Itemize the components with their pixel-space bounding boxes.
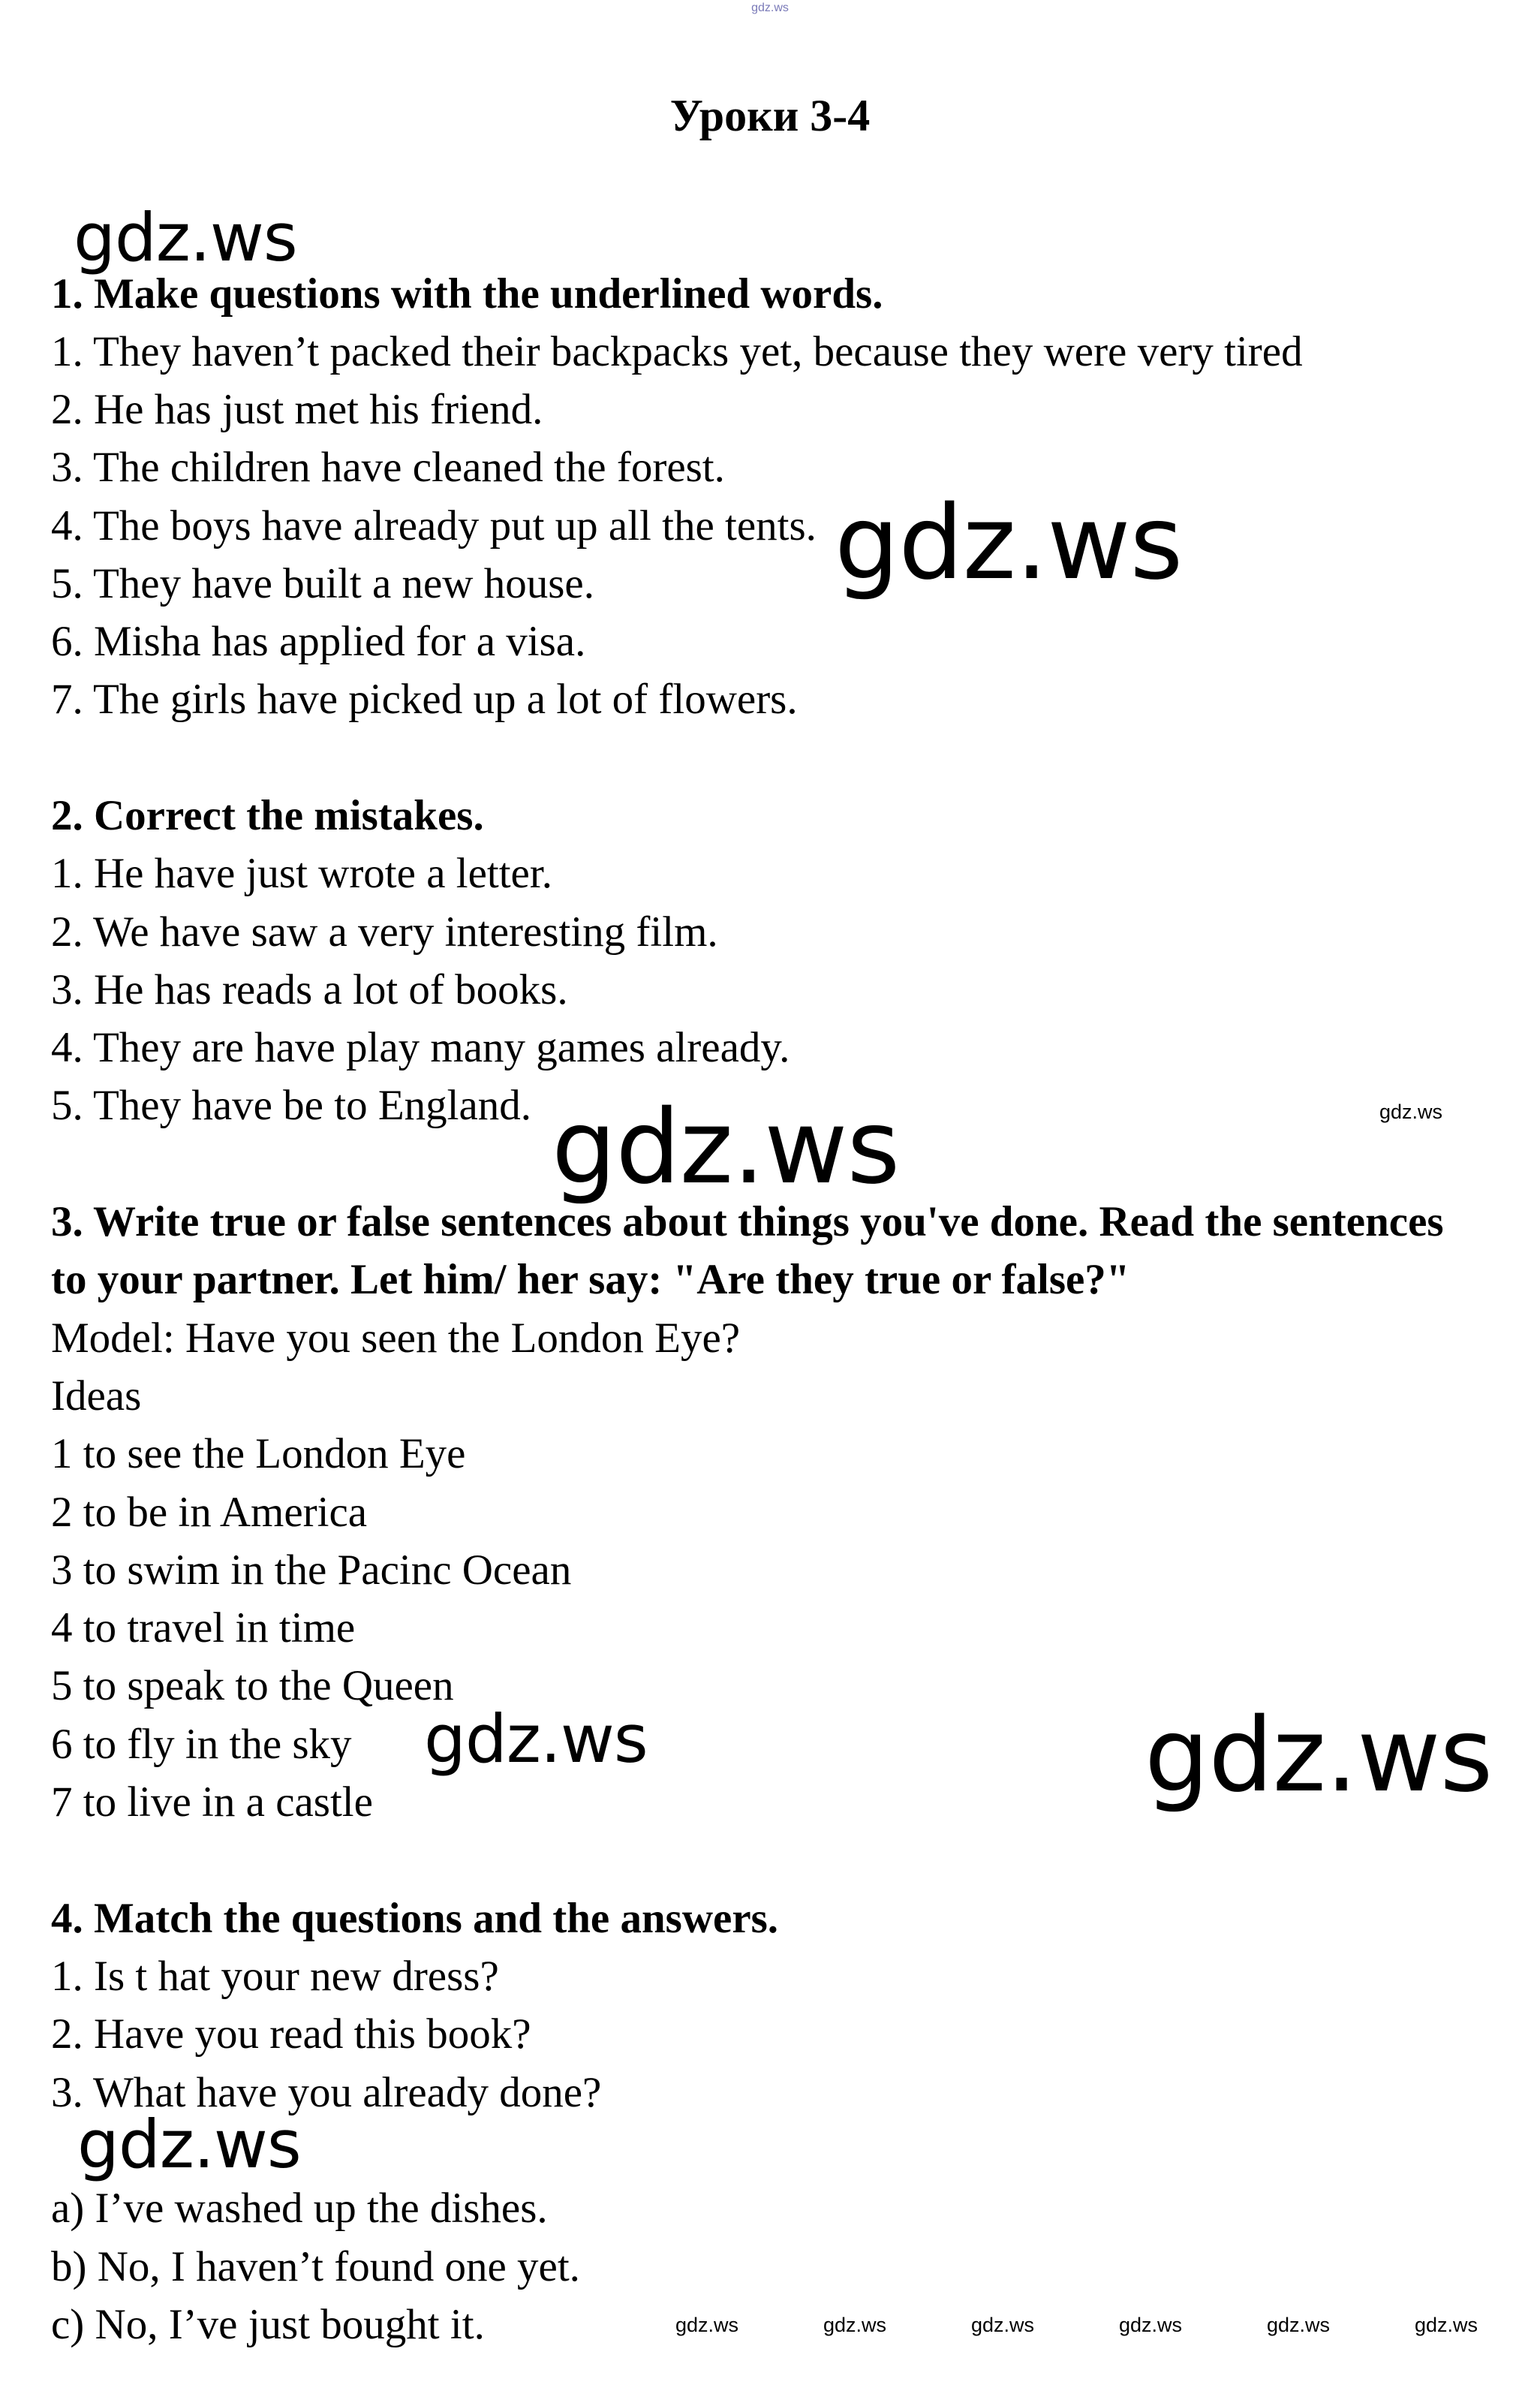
section-3-item: 5 to speak to the Queen: [51, 1662, 454, 1709]
section-4-answer: a) I’ve washed up the dishes.: [51, 2185, 548, 2232]
section-2-item: 4. They are have play many games already.: [51, 1024, 790, 1071]
section-4-question: 1. Is t hat your new dress?: [51, 1953, 499, 2000]
watermark: gdz.ws: [1119, 2314, 1183, 2336]
section-2-item: 5. They have be to England.: [51, 1082, 532, 1129]
section-1-item: 4. The boys have already put up all the tents.: [51, 502, 817, 550]
section-4-heading: 4. Match the questions and the answers.: [51, 1895, 779, 1942]
section-4-question: 3. What have you already done?: [51, 2069, 602, 2116]
watermark: gdz.ws: [1379, 1101, 1443, 1123]
section-1-heading: 1. Make questions with the underlined words.: [51, 270, 883, 318]
section-1-item: 7. The girls have picked up a lot of flowers.: [51, 676, 798, 723]
section-3-item: 4 to travel in time: [51, 1604, 356, 1652]
section-4-answer: c) No, I’ve just bought it.: [51, 2301, 485, 2348]
watermark: gdz.ws: [1267, 2314, 1331, 2336]
section-3-ideas-label: Ideas: [51, 1372, 142, 1420]
section-3-item: 3 to swim in the Pacinc Ocean: [51, 1546, 572, 1594]
section-2-item: 2. We have saw a very interesting film.: [51, 908, 718, 956]
top-watermark: gdz.ws: [751, 2, 789, 14]
section-3-item: 2 to be in America: [51, 1489, 368, 1536]
section-2-item: 1. He have just wrote a letter.: [51, 850, 552, 897]
page-title: Уроки 3-4: [669, 91, 871, 140]
section-4-answer: b) No, I haven’t found one yet.: [51, 2243, 580, 2290]
watermark: gdz.ws: [1415, 2314, 1478, 2336]
section-1-item: 5. They have built a new house.: [51, 560, 594, 607]
section-3-item: 1 to see the London Eye: [51, 1430, 466, 1477]
watermark: gdz.ws: [424, 1700, 648, 1778]
watermark: gdz.ws: [823, 2314, 887, 2336]
section-2-heading: 2. Correct the mistakes.: [51, 792, 484, 839]
section-3-item: 6 to fly in the sky: [51, 1721, 352, 1768]
section-1-item: 6. Misha has applied for a visa.: [51, 618, 586, 665]
watermark: gdz.ws: [74, 199, 297, 276]
section-4-question: 2. Have you read this book?: [51, 2010, 531, 2058]
watermark: gdz.ws: [675, 2314, 739, 2336]
section-3-heading: to your partner. Let him/ her say: "Are they true or false?": [51, 1256, 1130, 1303]
watermark: gdz.ws: [552, 1089, 900, 1207]
watermark: gdz.ws: [1144, 1697, 1493, 1815]
watermark: gdz.ws: [77, 2106, 301, 2183]
section-2-item: 3. He has reads a lot of books.: [51, 966, 568, 1013]
watermark: gdz.ws: [835, 484, 1183, 603]
section-1-item: 2. He has just met his friend.: [51, 386, 543, 433]
watermark: gdz.ws: [971, 2314, 1035, 2336]
section-1-item: 3. The children have cleaned the forest.: [51, 444, 725, 491]
section-3-heading: 3. Write true or false sentences about things you've done. Read the sentences: [51, 1198, 1444, 1245]
section-3-item: 7 to live in a castle: [51, 1778, 373, 1826]
section-1-item: 1. They haven’t packed their backpacks yet, because they were very tired: [51, 328, 1303, 375]
section-3-model: Model: Have you seen the London Eye?: [51, 1314, 741, 1362]
